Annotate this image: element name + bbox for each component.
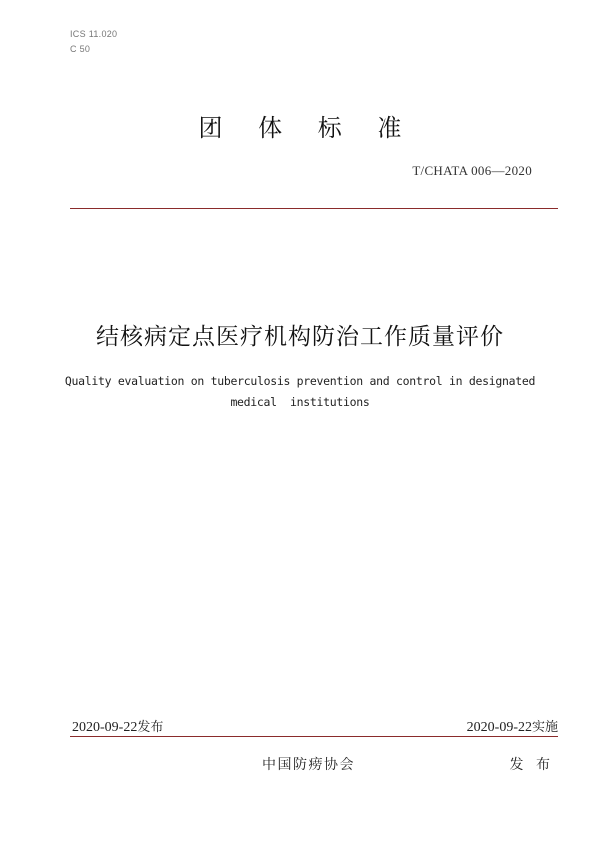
title-english-line-1: Quality evaluation on tuberculosis prevention and control in designated	[64, 374, 536, 388]
document-type-heading: 团 体 标 准	[198, 114, 416, 142]
top-divider	[70, 208, 558, 209]
publisher-name: 中国防痨协会	[262, 757, 355, 773]
issue-date-value: 2020-09-22	[72, 720, 138, 735]
publish-label: 发 布	[509, 757, 554, 773]
title-english-line-2: medical institutions	[230, 395, 370, 409]
bottom-divider	[70, 736, 558, 737]
standard-number: T/CHATA 006—2020	[412, 163, 532, 178]
issue-label: 发布	[137, 720, 164, 735]
implementation-date	[467, 716, 558, 736]
ics-code: ICS 11.020	[70, 29, 118, 39]
title-chinese: 结核病定点医疗机构防治工作质量评价	[96, 324, 504, 350]
implementation-date-value: 2020-09-22	[466, 720, 532, 735]
issue-date	[72, 716, 163, 736]
ccs-code: C 50	[70, 44, 91, 54]
implementation-label: 实施	[531, 720, 558, 735]
